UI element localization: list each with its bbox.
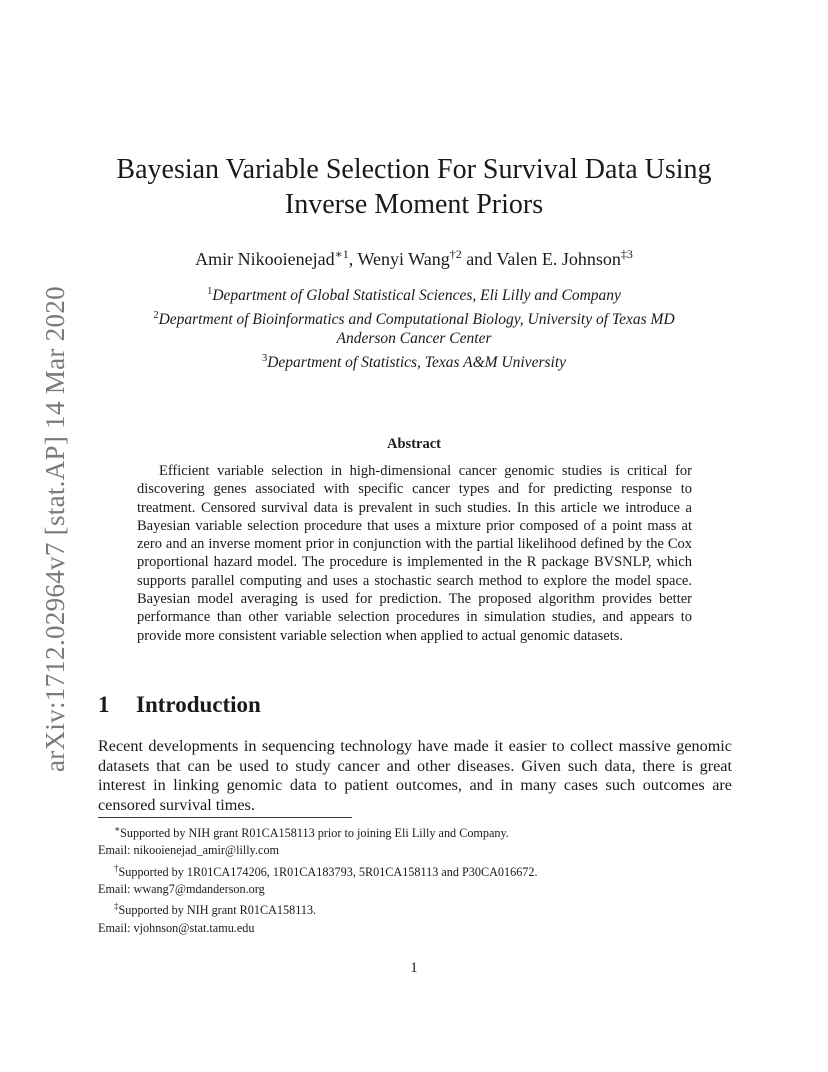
footnote-email[interactable]: Email: nikooienejad_amir@lilly.com [98, 843, 280, 858]
section-heading [98, 692, 261, 718]
author-mark: ∗1 [334, 247, 349, 261]
affiliation-mark: 2 [153, 309, 159, 321]
affiliation-text: Department of Global Statistical Sciences, Eli Lilly and Company [212, 287, 621, 305]
affiliation [98, 329, 730, 349]
footnote-text: Supported by NIH grant R01CA158113. [118, 903, 317, 918]
affiliation [98, 282, 730, 306]
affiliation [98, 306, 730, 330]
abstract-body: Efficient variable selection in high-dimensional cancer genomic studies is critical for discovering genes associated with specific cancer types and for predicting response to treatment. Censored survival data is prevalent in such studies. In this article we introduce a Bayesian variable selection procedure that uses a mixture prior composed of a point mass at zero and an inverse moment prior in conjunction with the partial likelihood defined by the Cox proportional hazard model. The procedure is implemented in the R package BVSNLP, which supports parallel computing and uses a stochastic search method to explore the model space. Bayesian model averaging is used for prediction. The proposed algorithm provides better performance than other variable selection procedures in simulation studies, and appears to provide more consistent variable selection when applied to actual genomic datasets. [137, 463, 692, 644]
affiliation-mark: 1 [207, 286, 213, 297]
section-number: 1 [98, 692, 110, 717]
affiliation [98, 349, 730, 373]
footnote-rule [98, 817, 352, 818]
footnote-mark: † [114, 862, 119, 873]
page-number: 1 [410, 960, 418, 976]
affiliation-text: Department of Statistics, Texas A&M University [267, 353, 567, 371]
footnote-email[interactable]: Email: vjohnson@stat.tamu.edu [98, 920, 255, 935]
paper-title [98, 152, 730, 222]
author-mark: ‡3 [620, 247, 633, 261]
affiliation-text: Department of Bioinformatics and Computational Biology, University of Texas MD [158, 310, 675, 328]
affiliation-list [98, 282, 730, 372]
footnote-mark: ∗ [114, 824, 121, 834]
title-line-2: Inverse Moment Priors [284, 189, 544, 220]
footnote-text: Supported by NIH grant R01CA158113 prior to joining Eli Lilly and Company. [120, 826, 509, 841]
author-name: Valen E. Johnson [496, 249, 621, 269]
footnote-email[interactable]: Email: wwang7@mdanderson.org [98, 882, 265, 897]
title-line-1: Bayesian Variable Selection For Survival Data Using [116, 154, 712, 185]
footnote [98, 821, 732, 842]
affiliation-mark: 3 [261, 352, 268, 364]
section-title: Introduction [136, 692, 261, 717]
footnotes [98, 821, 732, 937]
footnote [98, 860, 732, 881]
introduction-paragraph: Recent developments in sequencing technology have made it easier to collect massive genomic datasets that can be used to study cancer and other diseases. Given such data, there is great interest in linking genomic data to patient outcomes, and in many cases such outcomes are censored survival times. [98, 737, 732, 814]
author-separator: and [461, 249, 497, 269]
author-separator: , [348, 249, 358, 269]
footnote-mark: ‡ [114, 901, 119, 912]
author-name: Wenyi Wang [357, 249, 450, 269]
author-list [98, 242, 730, 271]
footnote-text: Supported by 1R01CA174206, 1R01CA183793, 5R01CA158113 and P30CA016672. [118, 864, 538, 879]
arxiv-identifier-stamp[interactable]: arXiv:1712.02964v7 [stat.AP] 14 Mar 2020 [40, 286, 70, 772]
abstract-heading: Abstract [387, 436, 441, 452]
author-name: Amir Nikooienejad [195, 249, 335, 269]
footnote [98, 898, 732, 919]
author-mark: †2 [449, 247, 462, 261]
affiliation-text: Anderson Cancer Center [336, 330, 492, 348]
